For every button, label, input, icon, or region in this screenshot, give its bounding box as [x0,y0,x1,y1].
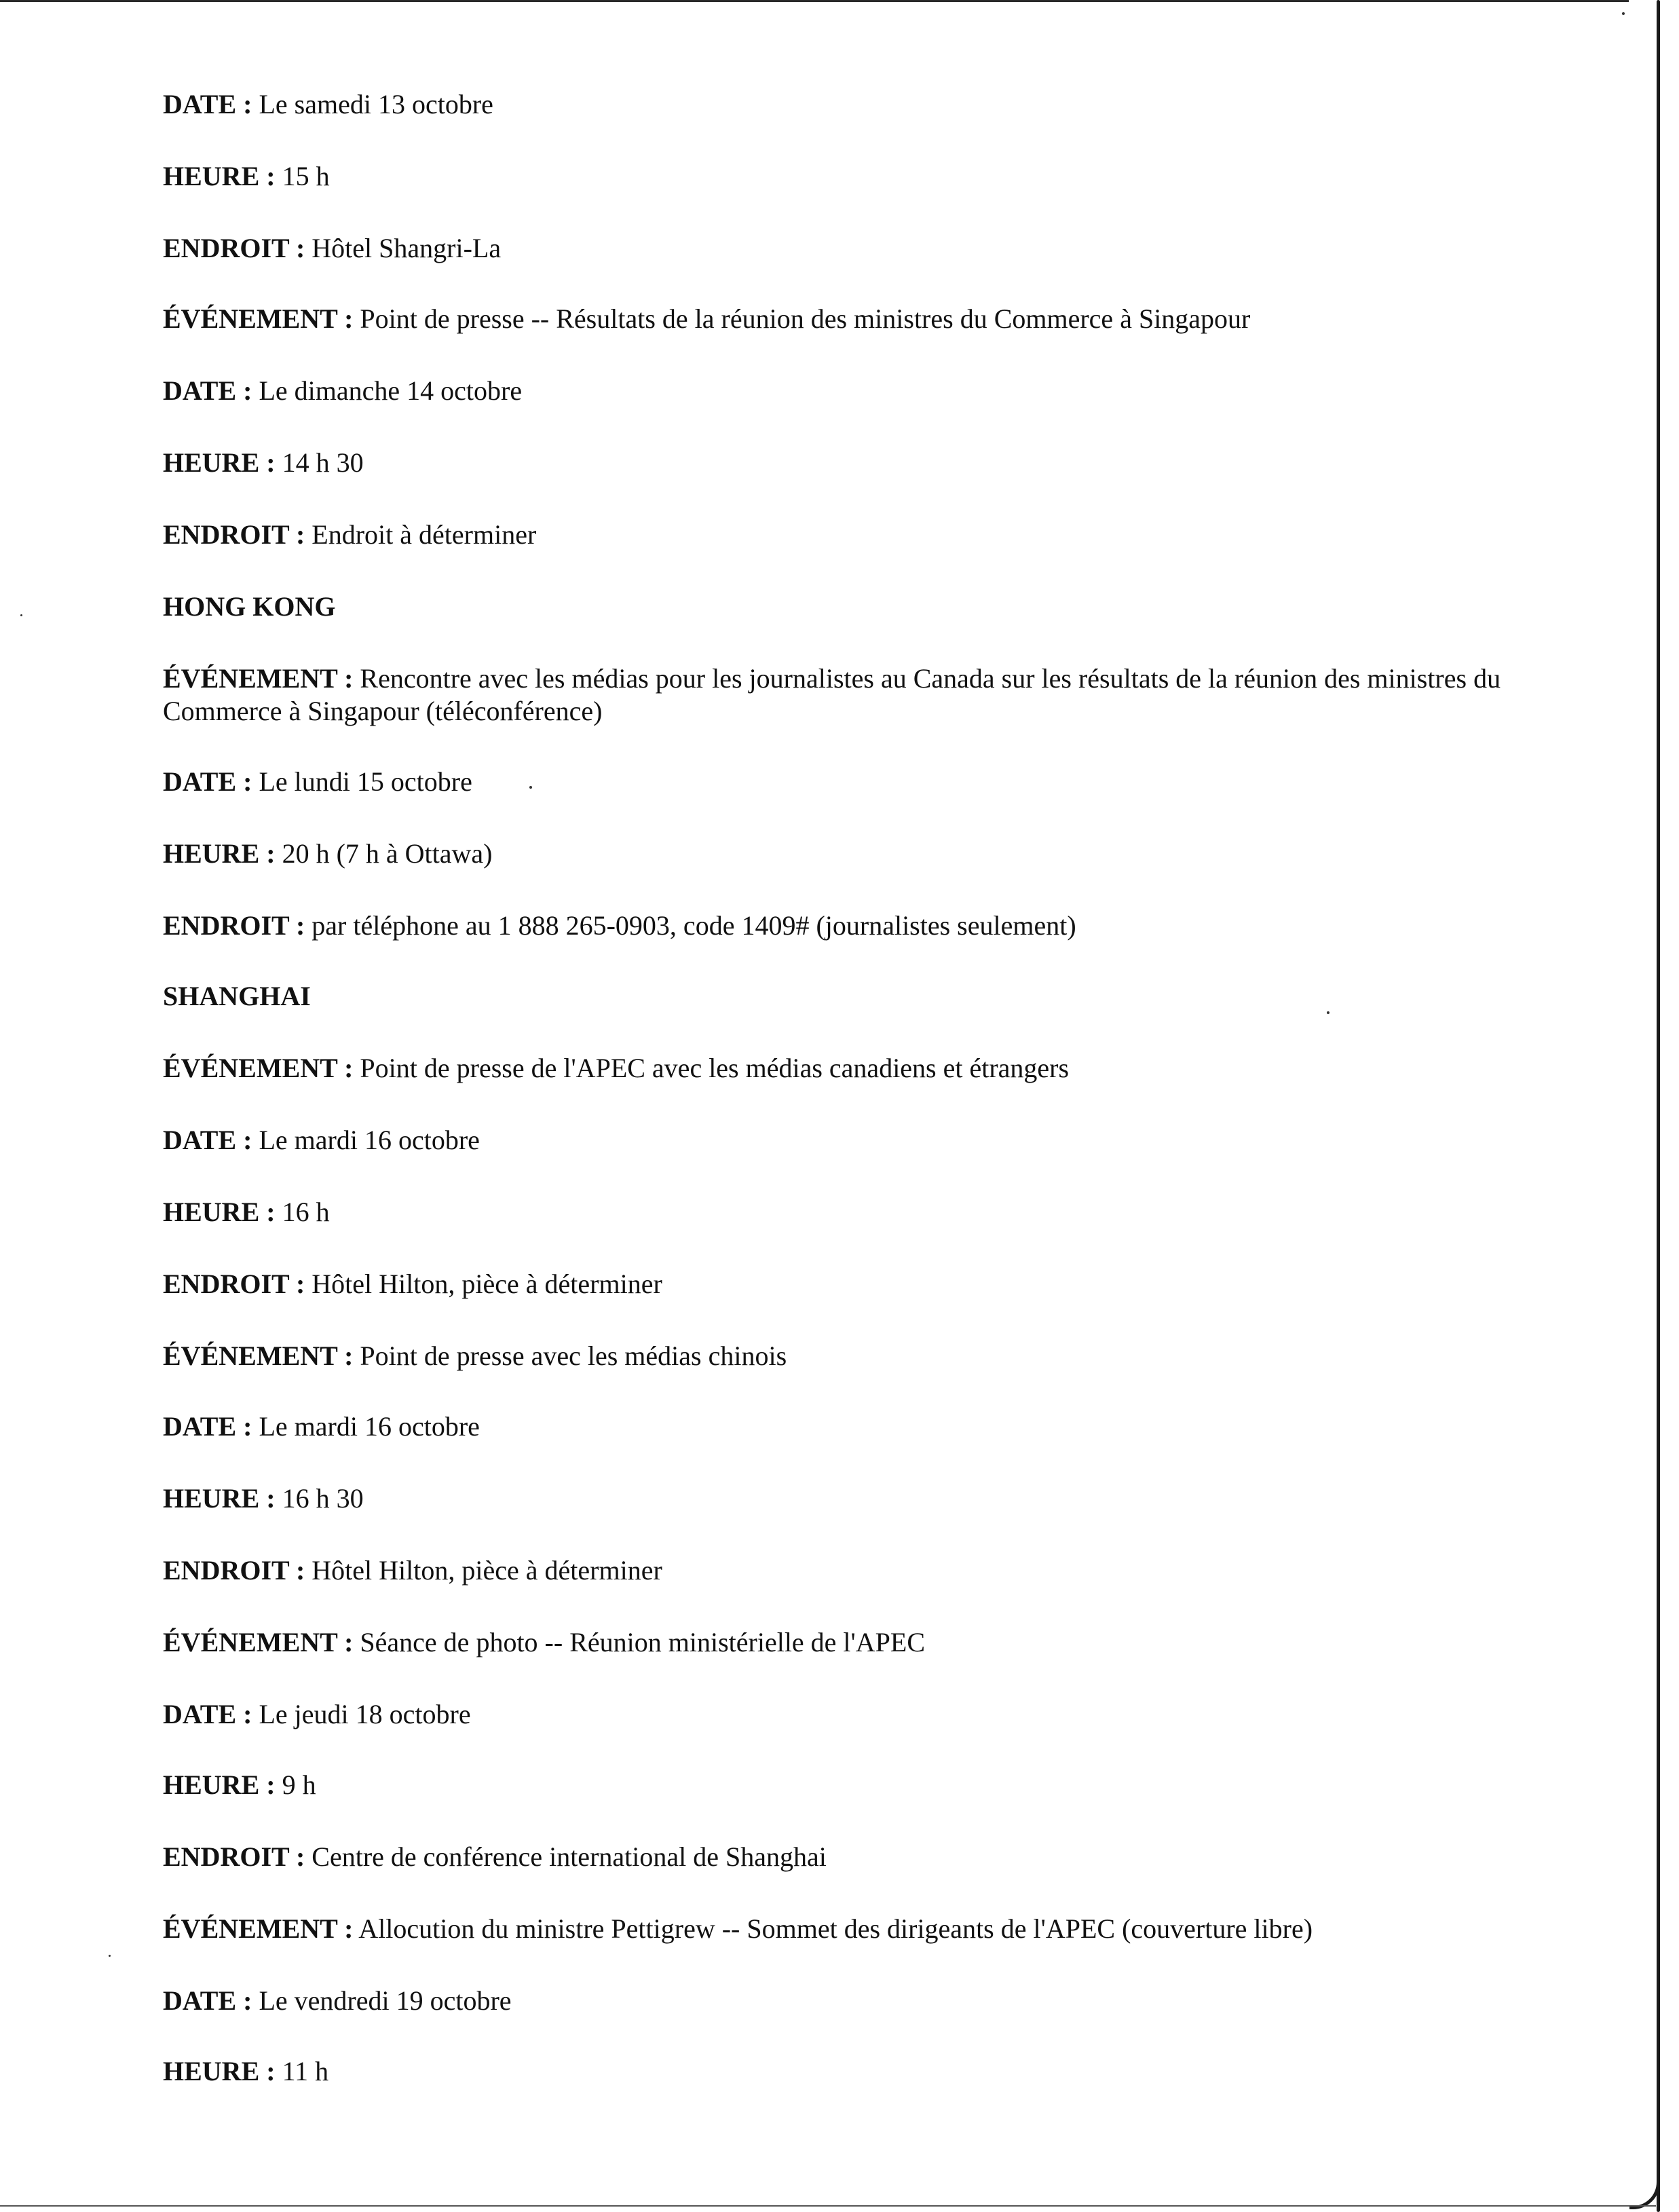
entry-label: ÉVÉNEMENT : [163,1913,354,1944]
city-heading-hong-kong: HONG KONG [163,591,336,622]
scan-speck [529,786,532,789]
entry-value: 16 h [282,1197,330,1227]
entry-label: HEURE : [163,1197,276,1227]
city-heading-shanghai: SHANGHAI [163,981,311,1011]
entry-location [163,1841,827,1873]
entry-value: Le vendredi 19 octobre [259,1985,512,2016]
entry-value: Point de presse avec les médias chinois [360,1341,787,1371]
scan-speck [1622,12,1625,15]
entry-value: 14 h 30 [282,447,364,478]
entry-date [163,1124,480,1157]
entry-time [163,2055,328,2088]
entry-date [163,766,472,798]
entry-location [163,232,501,265]
scan-edge-right [1657,0,1660,2212]
entry-location [163,910,1076,942]
entry-location [163,1554,662,1587]
scan-edge-curl [1629,2158,1660,2209]
scan-edge-top [0,0,1629,2]
entry-value: 15 h [282,161,330,191]
entry-value: Endroit à déterminer [312,519,537,550]
entry-value: 16 h 30 [282,1483,364,1514]
entry-value: Rencontre avec les médias pour les journalistes au Canada sur les résultats de la réunion des ministres du Commerce à Singapour (téléconférence) [163,663,1501,726]
entry-date [163,1410,480,1443]
scan-speck [1327,1011,1329,1014]
entry-label: DATE : [163,1699,252,1729]
entry-value: Le samedi 13 octobre [259,89,493,119]
entry-event [163,1626,925,1659]
entry-event [163,662,1574,728]
entry-time [163,1196,330,1229]
entry-label: HEURE : [163,447,276,478]
entry-label: DATE : [163,766,252,797]
entry-time [163,1769,316,1801]
entry-value: Allocution du ministre Pettigrew -- Sommet des dirigeants de l'APEC (couverture libre) [358,1913,1313,1944]
entry-time [163,447,364,479]
entry-value: Le mardi 16 octobre [259,1125,480,1155]
scan-edge-bottom [0,2205,1656,2207]
entry-value: Le dimanche 14 octobre [259,375,523,406]
entry-location [163,519,536,551]
entry-value: Hôtel Hilton, pièce à déterminer [312,1269,662,1299]
entry-label: ÉVÉNEMENT : [163,663,354,694]
entry-label: HEURE : [163,2056,276,2086]
entry-value: 11 h [282,2056,329,2086]
entry-date [163,88,493,121]
entry-label: ÉVÉNEMENT : [163,303,354,334]
entry-label: ÉVÉNEMENT : [163,1053,354,1083]
entry-date [163,1985,512,2017]
entry-event [163,1340,787,1372]
entry-value: Centre de conférence international de Shanghai [312,1841,827,1872]
entry-label: ENDROIT : [163,1269,305,1299]
entry-value: Hôtel Hilton, pièce à déterminer [312,1555,662,1586]
entry-value: Le jeudi 18 octobre [259,1699,471,1729]
entry-label: ÉVÉNEMENT : [163,1627,354,1657]
entry-label: DATE : [163,1125,252,1155]
entry-event [163,303,1250,335]
entry-time [163,838,492,870]
entry-label: ENDROIT : [163,1555,305,1586]
entry-event [163,1913,1313,1945]
entry-date [163,375,522,407]
entry-label: ÉVÉNEMENT : [163,1341,354,1371]
entry-label: DATE : [163,1985,252,2016]
entry-label: DATE : [163,1411,252,1442]
entry-label: ENDROIT : [163,519,305,550]
entry-label: ENDROIT : [163,233,305,263]
entry-location [163,1268,662,1300]
entry-label: ENDROIT : [163,1841,305,1872]
entry-value: 9 h [282,1769,316,1800]
entry-value: Le mardi 16 octobre [259,1411,480,1442]
entry-value: Point de presse de l'APEC avec les médias canadiens et étrangers [360,1053,1070,1083]
entry-value: Le lundi 15 octobre [259,766,472,797]
entry-label: DATE : [163,375,252,406]
entry-label: HEURE : [163,1483,276,1514]
entry-value: Hôtel Shangri-La [312,233,502,263]
entry-label: HEURE : [163,1769,276,1800]
scan-speck [20,614,22,616]
entry-value: 20 h (7 h à Ottawa) [282,838,493,869]
entry-value: Séance de photo -- Réunion ministérielle de l'APEC [360,1627,925,1657]
entry-label: DATE : [163,89,252,119]
entry-date [163,1698,471,1731]
entry-time [163,1482,364,1515]
entry-label: HEURE : [163,838,276,869]
entry-event [163,1052,1069,1085]
entry-label: ENDROIT : [163,910,305,941]
entry-label: HEURE : [163,161,276,191]
scan-speck [109,1955,111,1957]
entry-time [163,160,330,193]
entry-value: par téléphone au 1 888 265-0903, code 1409# (journalistes seulement) [312,910,1076,941]
entry-value: Point de presse -- Résultats de la réunion des ministres du Commerce à Singapour [360,303,1251,334]
